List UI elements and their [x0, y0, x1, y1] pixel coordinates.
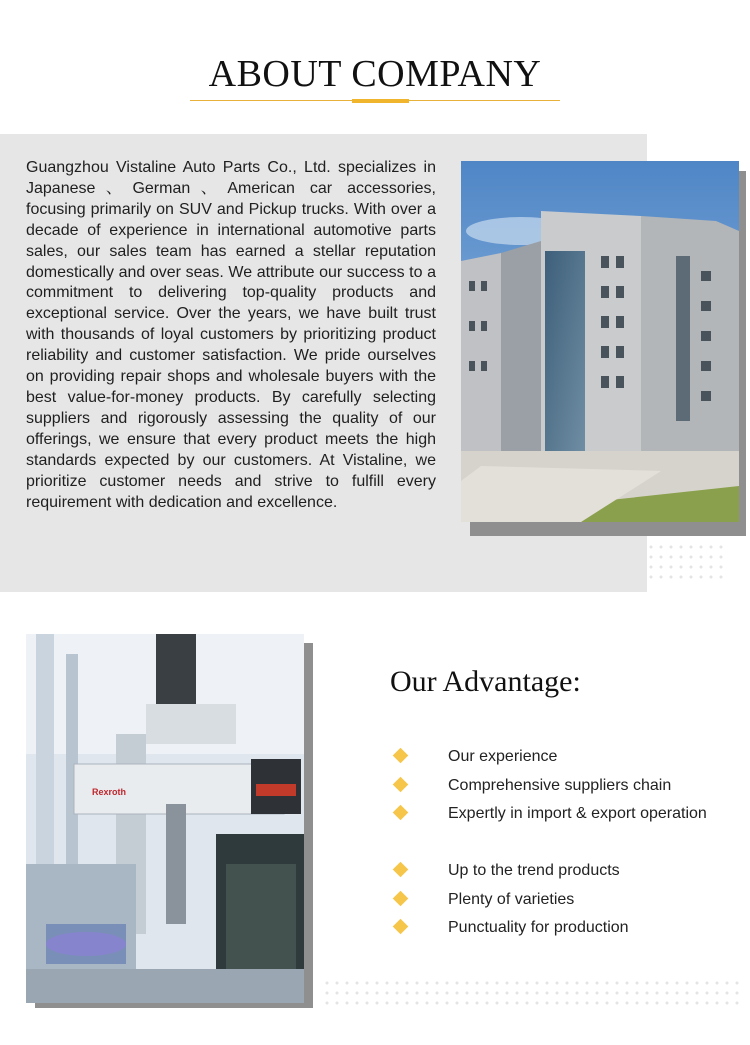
advantage-item	[395, 775, 735, 799]
rexroth-brand-label: Rexroth	[92, 787, 127, 797]
advantage-item-label: Punctuality for production	[448, 919, 629, 936]
company-building-photo	[461, 161, 739, 522]
diamond-bullet-icon	[393, 919, 409, 935]
advantage-item-label: Our experience	[448, 748, 558, 765]
advantage-item	[395, 889, 735, 913]
advantage-item	[395, 860, 735, 884]
advantage-item	[395, 803, 735, 827]
dot-pattern	[646, 542, 726, 582]
about-paragraph: Guangzhou Vistaline Auto Parts Co., Ltd. specializes in Japanese、German、American car accessories, focusing primarily on SUV and Pickup trucks. With over a decade of experience in international automotive parts sales, our sales team has earned a stellar reputation domestically and over seas. We attribute our success to a commitment to delivering top-quality products and exceptional service. Over the years, we have built trust with thousands of loyal customers by prioritizing product reliability and customer satisfaction. We pride ourselves on providing repair shops and wholesale buyers with the best value-for-money products. By carefully selecting suppliers and rigorously assessing the quality of our offerings, we ensure that every product meets the high standards expected by our customers. At Vistaline, we prioritize customer needs and strive to fulfill every requirement with dedication and excellence.	[26, 159, 436, 511]
diamond-bullet-icon	[393, 748, 409, 764]
diamond-bullet-icon	[393, 777, 409, 793]
title-accent-bar	[352, 99, 409, 103]
advantage-item-label: Up to the trend products	[448, 862, 620, 879]
dot-pattern	[322, 978, 742, 1010]
diamond-bullet-icon	[393, 805, 409, 821]
advantage-item-label: Plenty of varieties	[448, 891, 575, 908]
advantage-item	[395, 746, 735, 770]
advantage-item	[395, 917, 735, 941]
page-title: ABOUT COMPANY	[208, 53, 542, 95]
diamond-bullet-icon	[393, 891, 409, 907]
advantage-item-label: Expertly in import & export operation	[448, 805, 707, 822]
advantage-title: Our Advantage:	[390, 665, 581, 698]
diamond-bullet-icon	[393, 862, 409, 878]
machine-photo	[26, 634, 304, 1003]
advantage-item-label: Comprehensive suppliers chain	[448, 777, 672, 794]
